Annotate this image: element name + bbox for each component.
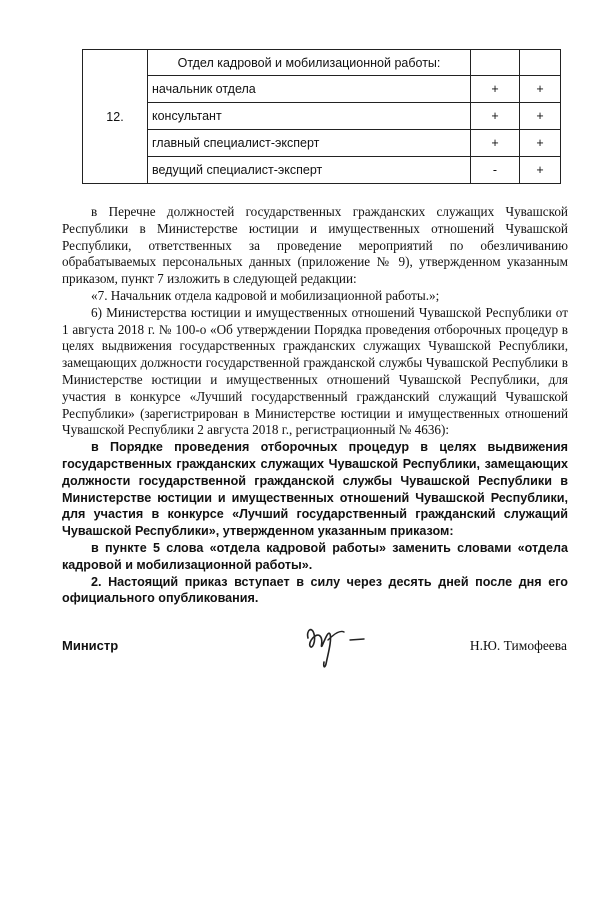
mark-cell: - <box>471 157 520 184</box>
position-cell: главный специалист-эксперт <box>148 130 471 157</box>
table-row <box>83 50 561 76</box>
table-cell <box>520 50 561 76</box>
table-row <box>83 157 561 184</box>
paragraph: «7. Начальник отдела кадровой и мобилизационной работы.»; <box>91 287 440 303</box>
mark-cell: + <box>471 103 520 130</box>
paragraph: в Порядке проведения отборочных процедур в целях выдвижения государственных гражданских служащих Чувашской Республики, замещающих должности государственной гражданской службы Чувашской Республики в Министерстве юстиции и имущественных отношений Чувашской Республики, для участия в конкурсе «Лучший государственный гражданский служащий Чувашской Республики», утвержденном указанным приказом: <box>62 440 568 539</box>
document-body <box>62 204 568 607</box>
signatory-title: Министр <box>62 638 119 653</box>
handwritten-signature <box>298 616 378 672</box>
mark-cell: + <box>520 103 561 130</box>
mark-cell: + <box>471 130 520 157</box>
paragraph: в пункте 5 слова «отдела кадровой работы» заменить словами «отдела кадровой и мобилизационной работы». <box>62 540 568 572</box>
paragraph: в Перечне должностей государственных гражданских служащих Чувашской Республики в Министерстве юстиции и имущественных отношений Чувашской Республики, ответственных за проведение мероприятий по обезличиванию обрабатываемых персональных данных (приложение № 9), утвержденном указанным приказом, пункт 7 изложить в следующей редакции: <box>62 204 568 287</box>
table-row <box>83 76 561 103</box>
position-cell: консультант <box>148 103 471 130</box>
mark-cell: + <box>520 76 561 103</box>
mark-cell: + <box>520 130 561 157</box>
table-row <box>83 103 561 130</box>
mark-cell: + <box>471 76 520 103</box>
table-cell <box>471 50 520 76</box>
department-title: Отдел кадровой и мобилизационной работы: <box>148 50 471 76</box>
paragraph: 2. Настоящий приказ вступает в силу через десять дней после дня его официального опубликования. <box>62 574 568 606</box>
table-row <box>83 130 561 157</box>
row-number: 12. <box>83 50 148 184</box>
mark-cell: + <box>520 157 561 184</box>
positions-table <box>82 49 561 184</box>
position-cell: ведущий специалист-эксперт <box>148 157 471 184</box>
paragraph: 6) Министерства юстиции и имущественных отношений Чувашской Республики от 1 августа 2018 г. № 100-о «Об утверждении Порядка проведения отборочных процедур в целях выдвижения государственных гражданских служащих Чувашской Республики, замещающих должности государственной гражданской службы Чувашской Республики в Министерстве юстиции и имущественных отношений Чувашской Республики, для участия в конкурсе «Лучший государственный гражданский служащий Чувашской Республики» (зарегистрирован в Министерстве юстиции и имущественных отношений Чувашской Республики 2 августа 2018 г., регистрационный № 4636): <box>62 304 568 438</box>
signatory-name: Н.Ю. Тимофеева <box>469 638 567 653</box>
position-cell: начальник отдела <box>148 76 471 103</box>
